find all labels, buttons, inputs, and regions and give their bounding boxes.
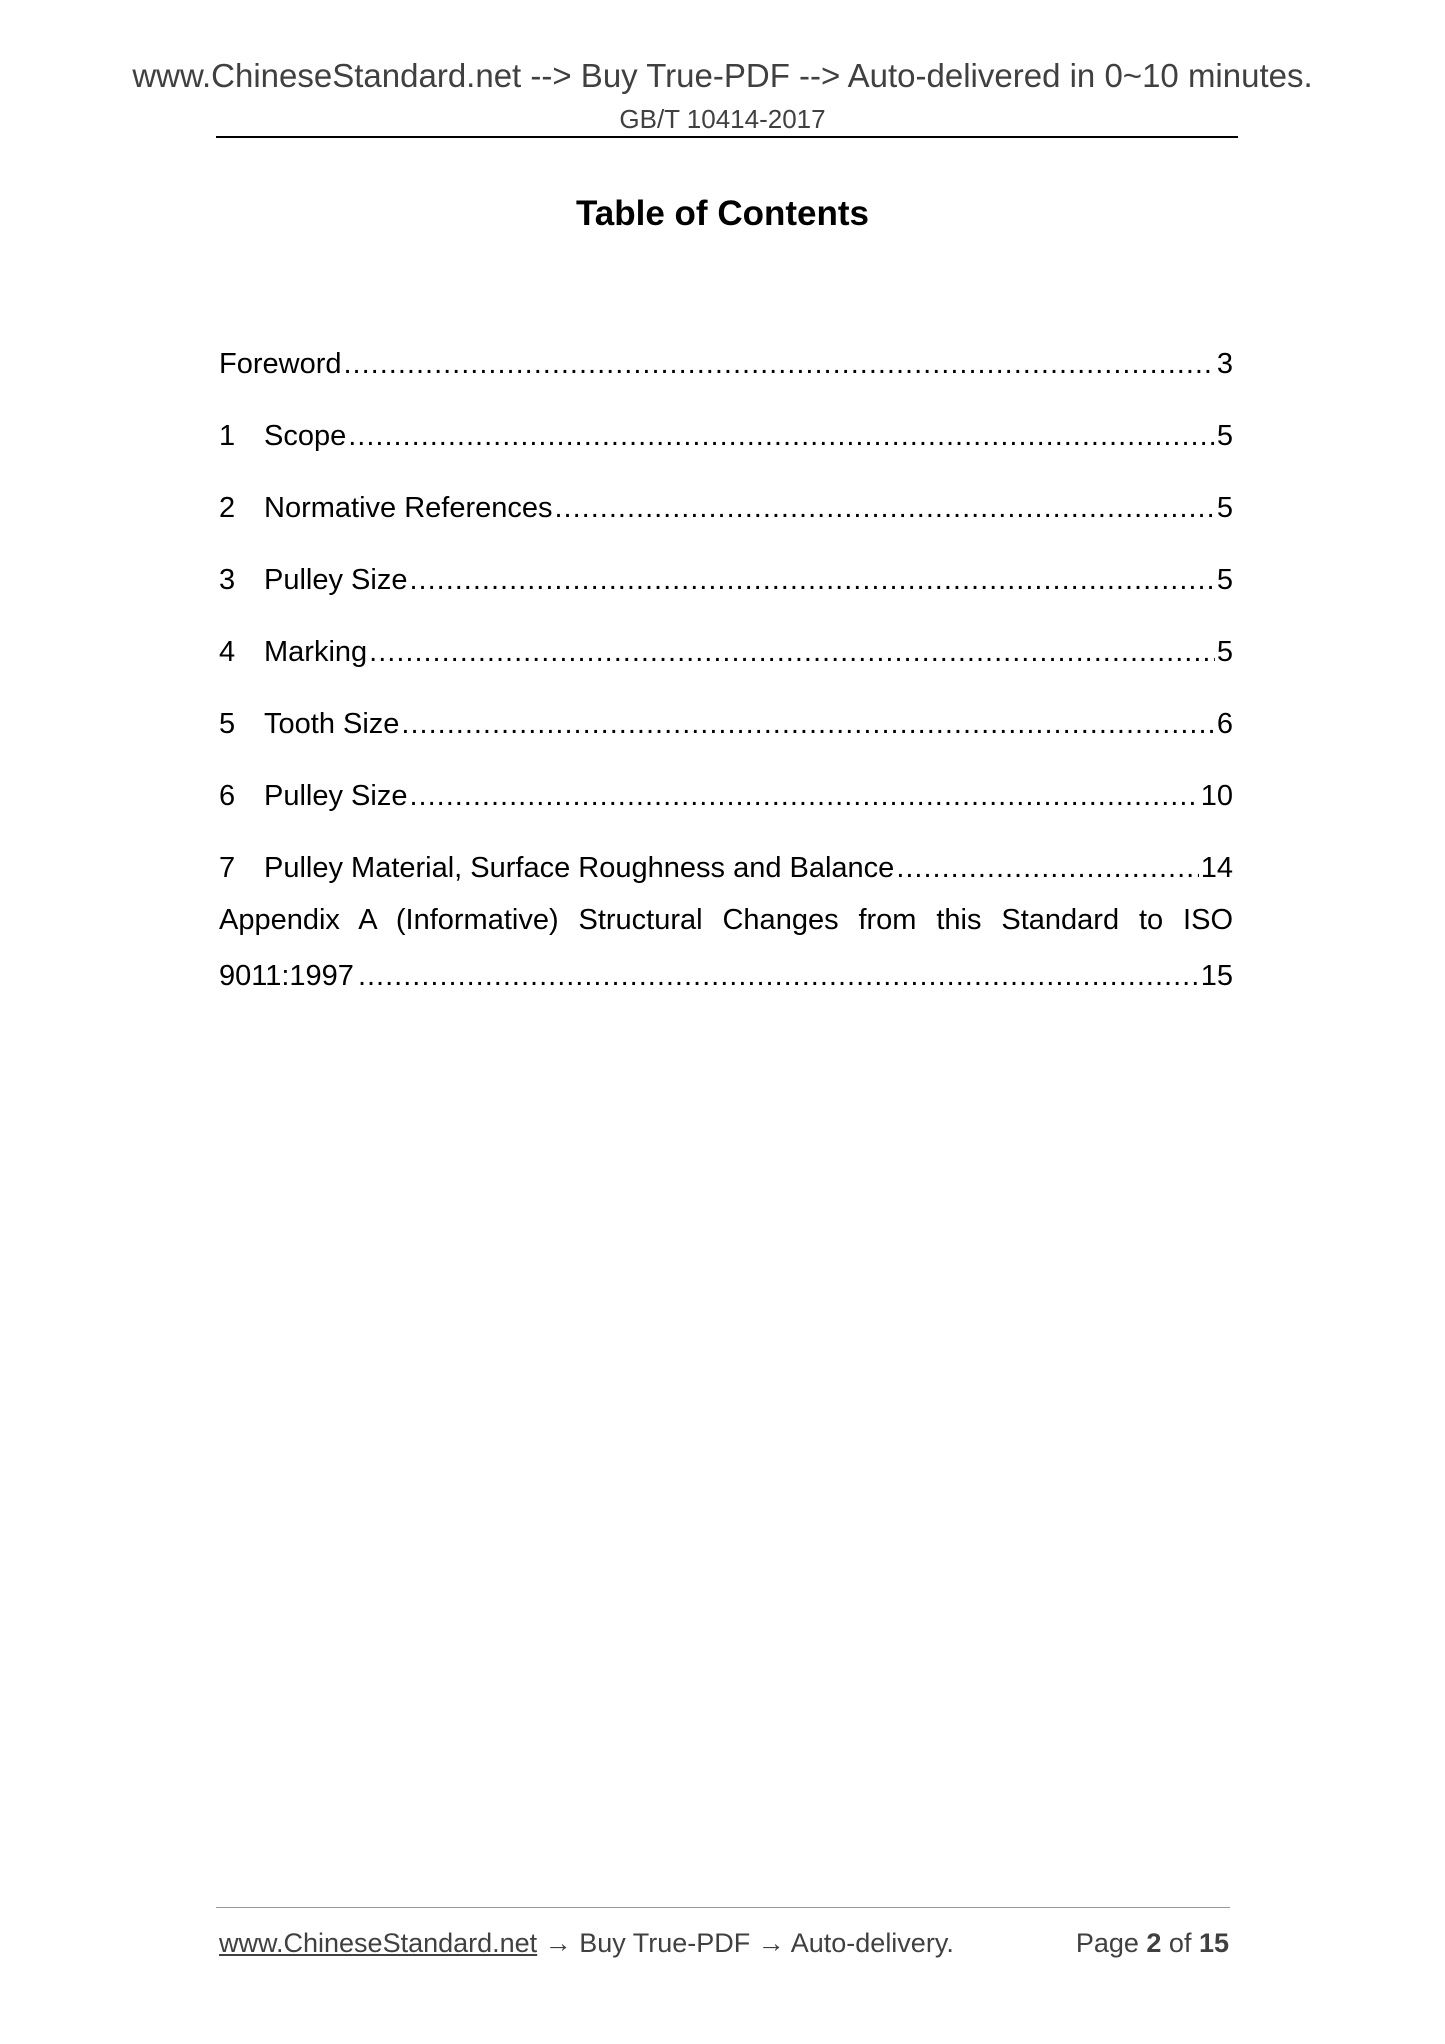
footer-text: → Buy True-PDF → Auto-delivery. xyxy=(537,1928,954,1958)
toc-entry-number: 3 xyxy=(219,564,236,596)
toc-entry-marking[interactable] xyxy=(219,598,1233,670)
toc-entry-pulley-size-2[interactable] xyxy=(219,742,1233,814)
toc-entry-number: 1 xyxy=(219,420,236,452)
toc-entry-label: Pulley Material, Surface Roughness and Balance xyxy=(264,852,895,884)
toc-entry-label: Foreword xyxy=(219,348,342,380)
toc-entry-page: 14 xyxy=(1200,852,1233,884)
toc-entry-page: 5 xyxy=(1216,564,1233,596)
toc-leader xyxy=(348,418,1215,454)
toc-entry-page: 6 xyxy=(1216,708,1233,740)
toc-entry-page: 5 xyxy=(1216,492,1233,524)
toc-leader xyxy=(344,346,1215,382)
appendix-title-line: Appendix A (Informative) Structural Changes from this Standard to ISO xyxy=(219,904,1233,936)
toc-entry-page: 5 xyxy=(1216,636,1233,668)
toc-leader xyxy=(369,634,1215,670)
header-rule xyxy=(216,136,1238,138)
table-of-contents xyxy=(219,310,1233,994)
page-of: of xyxy=(1161,1928,1199,1958)
footer-rule xyxy=(216,1907,1230,1908)
appendix-title-continuation xyxy=(219,958,1233,994)
toc-entry-page: 10 xyxy=(1200,780,1233,812)
top-banner: www.ChineseStandard.net --> Buy True-PDF --> Auto-delivered in 0~10 minutes. xyxy=(132,57,1313,94)
toc-entry-appendix-a[interactable] xyxy=(219,902,1233,994)
current-page: 2 xyxy=(1146,1928,1162,1958)
toc-entry-label: Normative References xyxy=(264,492,553,524)
toc-entry-pulley-size[interactable] xyxy=(219,526,1233,598)
toc-leader xyxy=(401,706,1214,742)
page-footer xyxy=(219,1926,1229,1960)
toc-entry-label: Scope xyxy=(264,420,347,452)
toc-entry-page: 15 xyxy=(1200,960,1233,992)
toc-entry-page: 3 xyxy=(1216,348,1233,380)
toc-entry-tooth-size[interactable] xyxy=(219,670,1233,742)
toc-leader xyxy=(555,490,1215,526)
page-number xyxy=(1076,1926,1229,1960)
toc-entry-label: Tooth Size xyxy=(264,708,400,740)
footer-website-link[interactable]: www.ChineseStandard.net xyxy=(219,1928,538,1958)
toc-entry-number: 6 xyxy=(219,780,236,812)
toc-entry-page: 5 xyxy=(1216,420,1233,452)
toc-entry-label: Pulley Size xyxy=(264,564,408,596)
toc-entry-normative-references[interactable] xyxy=(219,454,1233,526)
toc-entry-label: Marking xyxy=(264,636,368,668)
toc-title: Table of Contents xyxy=(576,194,869,233)
toc-leader xyxy=(409,562,1214,598)
page-prefix: Page xyxy=(1075,1928,1147,1958)
toc-entry-label: Pulley Size xyxy=(264,780,408,812)
toc-leader xyxy=(358,958,1197,994)
toc-entry-number: 7 xyxy=(219,852,236,884)
appendix-title-end: 9011:1997 xyxy=(219,960,354,992)
toc-entry-number: 5 xyxy=(219,708,236,740)
toc-entry-number: 4 xyxy=(219,636,236,668)
toc-entry-pulley-material[interactable] xyxy=(219,814,1233,886)
toc-entry-number: 2 xyxy=(219,492,236,524)
toc-entry-scope[interactable] xyxy=(219,382,1233,454)
toc-leader xyxy=(409,778,1198,814)
toc-leader xyxy=(896,850,1198,886)
toc-entry-foreword[interactable] xyxy=(219,310,1233,382)
document-id: GB/T 10414-2017 xyxy=(619,104,826,134)
total-pages: 15 xyxy=(1198,1928,1229,1958)
